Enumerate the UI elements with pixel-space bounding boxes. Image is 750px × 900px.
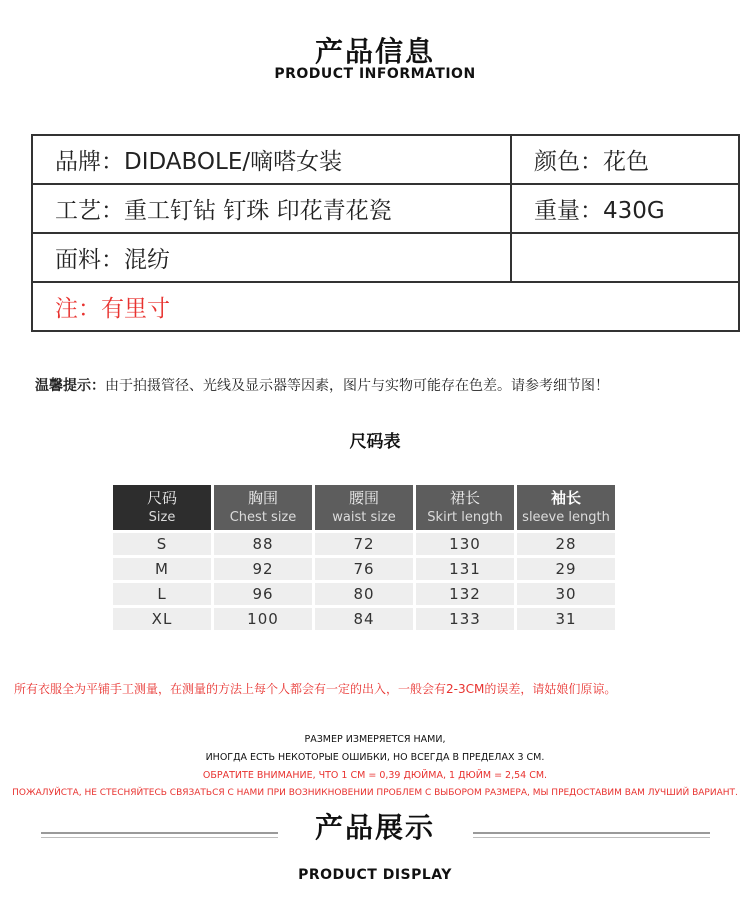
header-chest-cn: 胸围 xyxy=(247,489,278,507)
header-skirt xyxy=(416,485,514,530)
table-row xyxy=(113,533,615,555)
cell-chest: 96 xyxy=(214,583,312,605)
ru-note-2: ИНОГДА ЕСТЬ НЕКОТОРЫЕ ОШИБКИ, НО ВСЕГДА В ПРЕДЕЛАХ 3 СМ. xyxy=(205,752,545,763)
tip-label: 温馨提示： xyxy=(35,378,105,394)
header-waist xyxy=(315,485,413,530)
header-sleeve-cn: 袖长 xyxy=(550,489,581,507)
cell-size: L xyxy=(113,583,211,605)
craft-cell: 工艺：重工钉钻 钉珠 印花青花瓷 xyxy=(32,184,511,233)
size-table-header xyxy=(113,485,615,530)
header-skirt-cn: 裙长 xyxy=(449,489,480,507)
cell-chest: 88 xyxy=(214,533,312,555)
cell-chest: 92 xyxy=(214,558,312,580)
size-table xyxy=(110,482,618,633)
note-cell: 注：有里寸 xyxy=(32,282,739,331)
tip-body: 由于拍摄管径、光线及显示器等因素，图片与实物可能存在色差。请参考细节图！ xyxy=(105,378,609,394)
header-size-en: Size xyxy=(148,510,176,525)
cell-sleeve: 31 xyxy=(517,608,615,630)
cell-skirt: 132 xyxy=(416,583,514,605)
measurement-warning: 所有衣服全为平铺手工测量，在测量的方法上每个人都会有一定的出入，一般会有2-3CM的误差，请姑娘们原谅。 xyxy=(14,682,617,696)
color-cell: 颜色：花色 xyxy=(511,135,739,184)
header-chest xyxy=(214,485,312,530)
header-waist-cn: 腰围 xyxy=(348,489,379,507)
cell-sleeve: 28 xyxy=(517,533,615,555)
cell-size: S xyxy=(113,533,211,555)
cell-size: XL xyxy=(113,608,211,630)
section-title-product-info: 产品信息 xyxy=(314,35,435,68)
empty-cell xyxy=(511,233,739,282)
table-row xyxy=(113,608,615,630)
product-info-table xyxy=(31,134,740,332)
size-chart-title: 尺码表 xyxy=(349,432,401,452)
header-skirt-en: Skirt length xyxy=(427,510,503,525)
table-row xyxy=(113,558,615,580)
ru-note-4: ПОЖАЛУЙСТА, НЕ СТЕСНЯЙТЕСЬ СВЯЗАТЬСЯ С НАМИ ПРИ ВОЗНИКНОВЕНИИ ПРОБЛЕМ С ВЫБОРОМ РАЗМЕРА, МЫ ПРЕДОСТАВИМ ВАМ ЛУЧШИЙ ВАРИАНТ. xyxy=(12,788,738,798)
table-row xyxy=(113,583,615,605)
header-chest-en: Chest size xyxy=(229,510,297,525)
section-subtitle-product-info: PRODUCT INFORMATION xyxy=(274,66,476,82)
section-title-product-display: 产品展示 xyxy=(314,811,435,844)
header-size-cn: 尺码 xyxy=(146,489,177,507)
cell-sleeve: 30 xyxy=(517,583,615,605)
cell-sleeve: 29 xyxy=(517,558,615,580)
cell-waist: 76 xyxy=(315,558,413,580)
cell-waist: 80 xyxy=(315,583,413,605)
ru-note-1: РАЗМЕР ИЗМЕРЯЕТСЯ НАМИ, xyxy=(304,734,446,745)
cell-waist: 84 xyxy=(315,608,413,630)
header-sleeve-en: sleeve length xyxy=(522,510,610,525)
fabric-cell: 面料：混纺 xyxy=(32,233,511,282)
cell-chest: 100 xyxy=(214,608,312,630)
ru-note-3: ОБРАТИТЕ ВНИМАНИЕ, ЧТО 1 СМ = 0,39 ДЮЙМА, 1 ДЮЙМ = 2,54 СМ. xyxy=(202,770,548,781)
section-subtitle-product-display: PRODUCT DISPLAY xyxy=(298,867,452,883)
header-sleeve xyxy=(517,485,615,530)
header-waist-en: waist size xyxy=(332,510,396,525)
tip-text xyxy=(35,375,609,395)
brand-cell: 品牌：DIDABOLE/嘀嗒女装 xyxy=(32,135,511,184)
cell-skirt: 133 xyxy=(416,608,514,630)
header-size xyxy=(113,485,211,530)
cell-skirt: 130 xyxy=(416,533,514,555)
cell-waist: 72 xyxy=(315,533,413,555)
weight-cell: 重量：430G xyxy=(511,184,739,233)
cell-skirt: 131 xyxy=(416,558,514,580)
cell-size: M xyxy=(113,558,211,580)
